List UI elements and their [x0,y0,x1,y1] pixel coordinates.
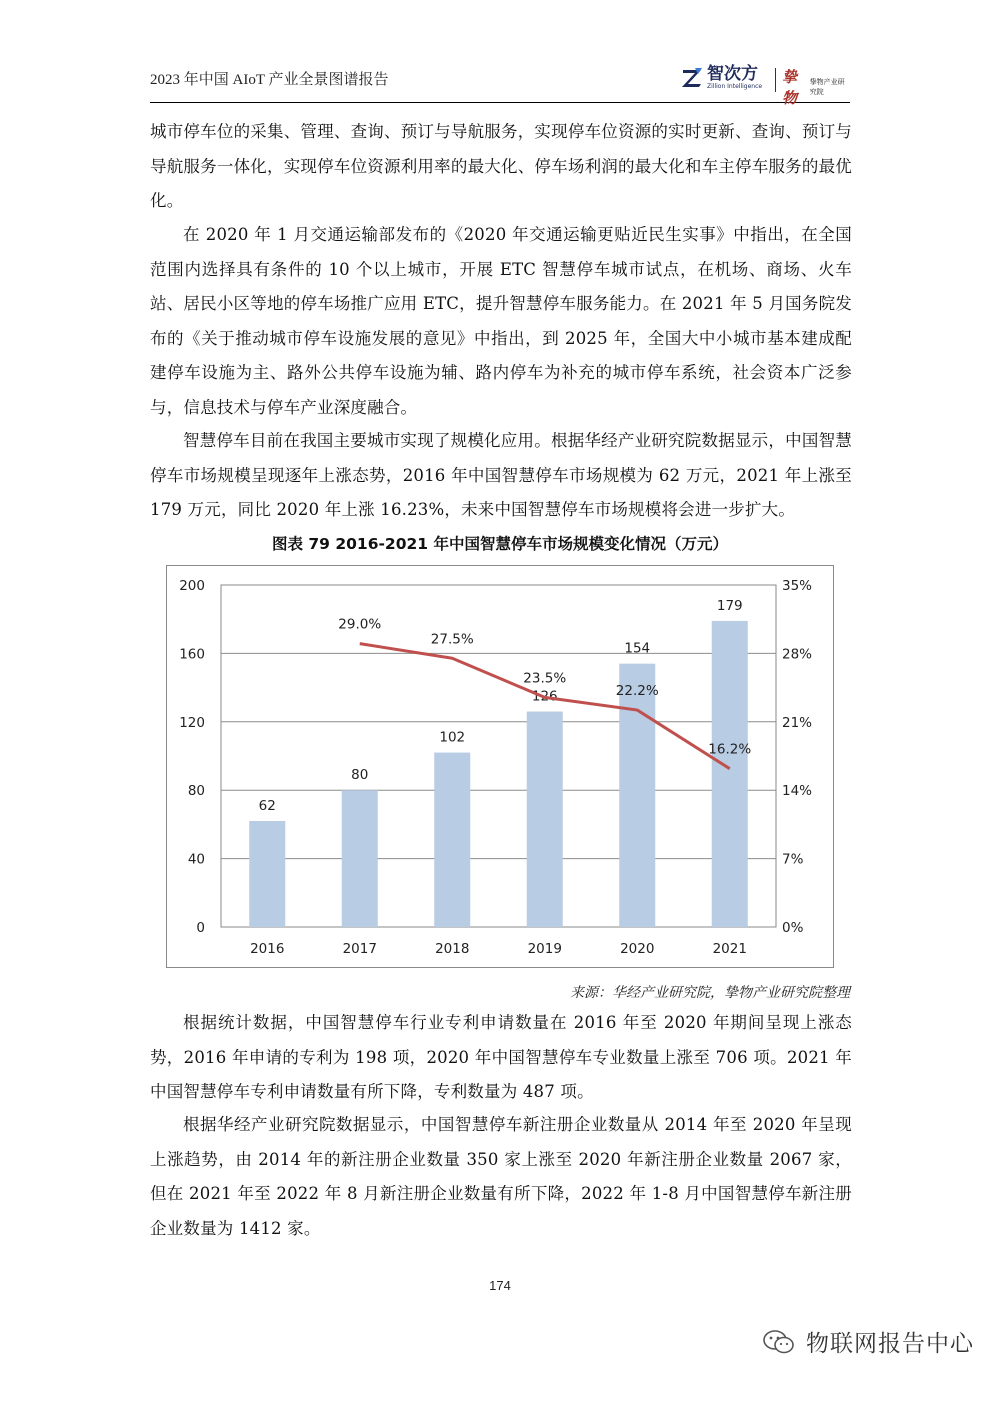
bar-data-label: 126 [531,688,558,705]
x-tick-label: 2019 [527,941,562,957]
paragraph-4: 根据统计数据，中国智慧停车行业专利申请数量在 2016 年至 2020 年期间呈现上涨态势，2016 年申请的专利为 198 项，2020 年中国智慧停车专业数量上涨至 706 项。2021 年中国智慧停车专利申请数量有所下降，专利数量为 487 项。 [150,1013,852,1101]
header-title: 2023 年中国 AIoT 产业全景图谱报告 [150,72,389,88]
zhiwu-sub: 挚物产业研究院 [809,78,845,96]
bar [342,790,378,927]
bar [527,712,563,927]
paragraph-5: 根据华经产业研究院数据显示，中国智慧停车新注册企业数量从 2014 年至 2020 年呈现上涨趋势，由 2014 年的新注册企业数量 350 家上涨至 2020 年新注册企业数量 2067 家，但在 2021 年至 2022 年 8 月新注册企业数量有所下降，2022 年 1-8 月中国智慧停车新注册企业数量为 1412 家。 [150,1115,852,1238]
y-tick-label: 120 [179,714,205,731]
line-data-label: 29.0% [338,616,382,633]
y2-tick-label: 35% [782,578,813,594]
y2-tick-label: 21% [782,714,813,731]
x-tick-label: 2016 [250,941,285,957]
y2-tick-label: 28% [782,646,813,663]
y-tick-label: 40 [187,851,205,868]
watermark-text: 物联网报告中心 [806,1331,974,1357]
bar [434,753,470,927]
plot-area [221,585,776,927]
bar-data-label: 62 [258,797,276,814]
y-tick-label: 200 [179,578,205,594]
bar-data-label: 102 [439,729,466,746]
bar [619,664,655,927]
zillion-logo [680,66,762,90]
bar [712,621,748,927]
logo-separator [775,68,776,92]
paragraph-1: 城市停车位的采集、管理、查询、预订与导航服务，实现停车位资源的实时更新、查询、预订与导航服务一体化，实现停车位资源利用率的最大化、停车场利润的最大化和车主停车服务的最优化。 [150,122,852,210]
y2-tick-label: 0% [782,920,804,936]
bar-data-label: 154 [624,640,651,657]
zillion-sub: Zillion Intelligence [707,83,763,90]
line-data-label: 23.5% [523,670,567,687]
bar-data-label: 80 [351,767,369,784]
figure-title: 图表 79 2016-2021 年中国智慧停车市场规模变化情况（万元） [272,535,728,553]
line-data-label: 22.2% [615,683,659,700]
chart-frame [166,565,834,968]
y2-tick-label: 14% [782,783,813,800]
zhiwu-logo [782,66,850,108]
line-data-label: 27.5% [430,631,474,648]
paragraph-2: 在 2020 年 1 月交通运输部发布的《2020 年交通运输更贴近民生实事》中指出，在全国范围内选择具有条件的 10 个以上城市，开展 ETC 智慧停车城市试点，在机场、商场、火车站、居民小区等地的停车场推广应用 ETC，提升智慧停车服务能力。在 2021 年 5 月国务院发布的《关于推动城市停车设施发展的意见》中指出，到 2025 年，全国大中小城市基本建成配建停车设施为主、路外公共停车设施为辅、路内停车为补充的城市停车系统，社会资本广泛参与，信息技术与停车产业深度融合。 [150,225,852,417]
x-tick-label: 2020 [620,941,655,957]
bar [249,821,285,927]
market-size-chart [167,566,835,969]
y-tick-label: 0 [196,920,205,936]
page-header [150,62,850,107]
y-tick-label: 160 [179,646,205,663]
zillion-brand: 智次方 [707,64,758,84]
line-data-label: 16.2% [708,741,752,758]
x-tick-label: 2018 [435,941,470,957]
figure-source: 来源：华经产业研究院，挚物产业研究院整理 [570,985,850,1001]
wechat-icon [762,1328,796,1356]
paragraph-3: 智慧停车目前在我国主要城市实现了规模化应用。根据华经产业研究院数据显示，中国智慧停车市场规模呈现逐年上涨态势，2016 年中国智慧停车市场规模为 62 万元，2021 年上涨至 179 万元，同比 2020 年上涨 16.23%，未来中国智慧停车市场规模将会进一步扩大。 [150,431,852,519]
page-number: 174 [489,1278,511,1293]
y-tick-label: 80 [187,783,205,800]
watermark [762,1325,974,1358]
zillion-logo-icon [680,66,704,90]
bar-data-label: 179 [716,597,743,614]
y2-tick-label: 7% [782,851,804,868]
x-tick-label: 2017 [342,941,377,957]
zhiwu-brand: 挚物 [782,68,798,107]
x-tick-label: 2021 [712,941,747,957]
